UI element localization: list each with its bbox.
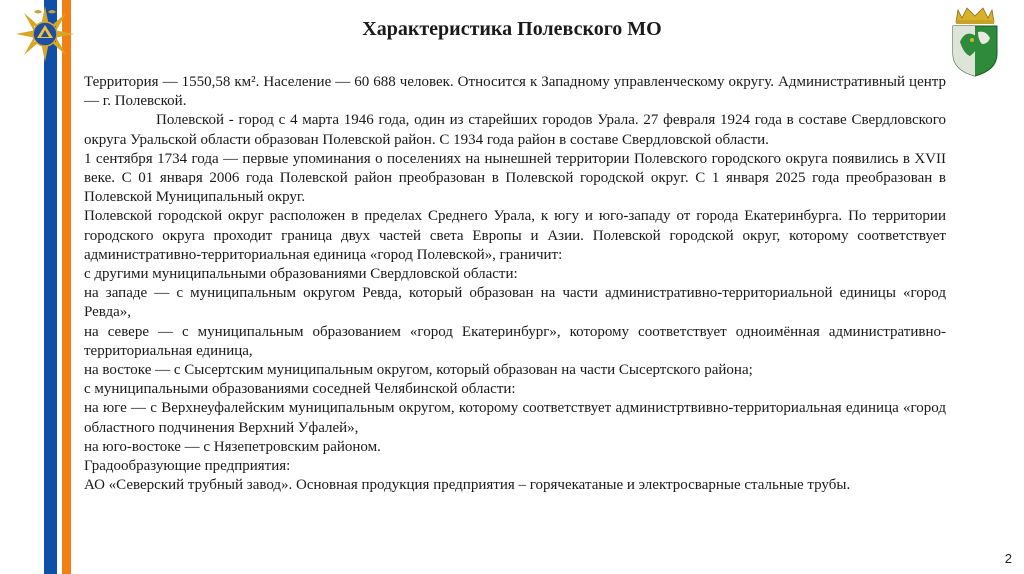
body-paragraph: АО «Северский трубный завод». Основная продукция предприятия – горячекатаные и электросварные стальные трубы.	[84, 477, 851, 494]
body-paragraph: на юге — с Верхнеуфалейским муниципальным округом, которому соответствует администртвивно-территориальная единица «город областного подчинения Верхний Уфалей»,	[84, 400, 946, 436]
left-blue-stripe	[44, 0, 57, 574]
body-paragraph: с другими муниципальными образованиями Свердловской области:	[84, 266, 518, 283]
slide-title: Характеристика Полевского МО	[362, 18, 662, 40]
body-paragraph: Полевской городской округ расположен в пределах Среднего Урала, к югу и юго-западу от города Екатеринбурга. По территории городского округа проходит граница двух частей света Европы и Азии. Полевской городской округ, которому соответствует административно-территориальная единица «город Полевской», граничит:	[84, 208, 946, 263]
left-orange-stripe	[62, 0, 71, 574]
body-paragraph: 1 сентября 1734 года — первые упоминания о поселениях на нынешней территории Полевского городского округа появились в XVII веке. С 01 января 2006 года Полевской район преобразован в Полевской городской округ. С 1 января 2025 года преобразован в Полевской Муниципальный округ.	[84, 150, 946, 206]
body-paragraph: на юго-востоке — с Нязепетровским районом.	[84, 438, 381, 455]
body-paragraph: на севере — с муниципальным образованием «город Екатеринбург», которому соответствует одноимённая административно-территориальная единица,	[84, 323, 946, 359]
polevskoy-coat-of-arms-icon	[948, 4, 1002, 78]
body-paragraph: Территория — 1550,58 км². Население — 60 688 человек. Относится к Западному управленческому округу. Административный центр — г. Полевской.	[84, 74, 946, 110]
body-paragraph: с муниципальными образованиями соседней Челябинской области:	[84, 381, 516, 398]
body-paragraph: Полевской - город с 4 марта 1946 года, один из старейших городов Урала. 27 февраля 1924 года в составе Свердловского округа Уральской области образован Полевской район. С 1934 года район в составе Свердловской области.	[84, 112, 946, 148]
slide-body	[84, 73, 946, 495]
body-paragraph: на западе — с муниципальным округом Ревда, который образован на части административно-территориальной единицы «город Ревда»,	[84, 285, 946, 321]
body-paragraph: на востоке — с Сысертским муниципальным округом, который образован на части Сысертского района;	[84, 362, 753, 379]
page-number: 2	[1004, 551, 1012, 566]
body-paragraph: Градообразующие предприятия:	[84, 458, 291, 475]
